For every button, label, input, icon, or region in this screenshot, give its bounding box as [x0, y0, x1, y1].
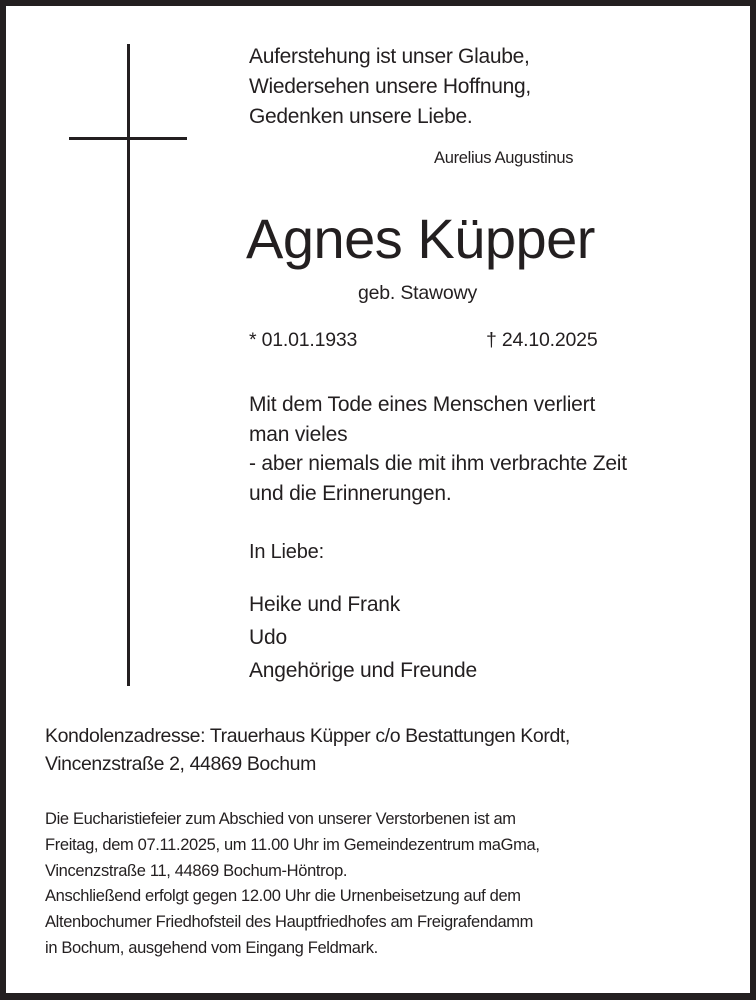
- service-line: Anschließend erfolgt gegen 12.00 Uhr die Urnenbeisetzung auf dem: [45, 887, 521, 906]
- mourners-list: [249, 588, 477, 687]
- condolence-line: Kondolenzadresse: Trauerhaus Küpper c/o Bestattungen Kordt,: [45, 725, 570, 747]
- poem-line: Mit dem Tode eines Menschen verliert: [249, 393, 596, 416]
- service-line: in Bochum, ausgehend vom Eingang Feldmark.: [45, 938, 378, 957]
- poem-block: [249, 390, 627, 508]
- maiden-name: geb. Stawowy: [358, 282, 477, 304]
- service-line: Vincenzstraße 11, 44869 Bochum-Höntrop.: [45, 861, 348, 880]
- condolence-address: [45, 722, 570, 778]
- quote-line: Auferstehung ist unser Glaube,: [249, 45, 530, 68]
- signoff: In Liebe:: [249, 541, 324, 563]
- mourner: Udo: [249, 626, 287, 649]
- quote-line: Wiedersehen unsere Hoffnung,: [249, 75, 531, 98]
- obituary-notice: [6, 6, 750, 993]
- service-info: [45, 807, 540, 962]
- quote-line: Gedenken unsere Liebe.: [249, 105, 473, 128]
- poem-line: - aber niemals die mit ihm verbrachte Zeit: [249, 452, 627, 475]
- birth-date: * 01.01.1933: [249, 329, 358, 351]
- quote-attribution: Aurelius Augustinus: [434, 149, 574, 167]
- service-line: Freitag, dem 07.11.2025, um 11.00 Uhr im Gemeindezentrum maGma,: [45, 835, 540, 854]
- poem-line: und die Erinnerungen.: [249, 481, 452, 505]
- quote-block: [249, 42, 531, 132]
- service-line: Die Eucharistiefeier zum Abschied von unserer Verstorbenen ist am: [45, 810, 516, 828]
- poem-line: man vieles: [249, 422, 348, 446]
- mourner: Angehörige und Freunde: [249, 659, 477, 682]
- cross-horizontal-bar: [69, 137, 187, 140]
- death-date: † 24.10.2025: [486, 329, 598, 351]
- deceased-name: Agnes Küpper: [246, 207, 595, 270]
- service-line: Altenbochumer Friedhofsteil des Hauptfriedhofes am Freigrafendamm: [45, 913, 534, 932]
- condolence-line: Vincenzstraße 2, 44869 Bochum: [45, 753, 316, 775]
- cross-vertical-bar: [127, 44, 130, 686]
- mourner: Heike und Frank: [249, 593, 401, 616]
